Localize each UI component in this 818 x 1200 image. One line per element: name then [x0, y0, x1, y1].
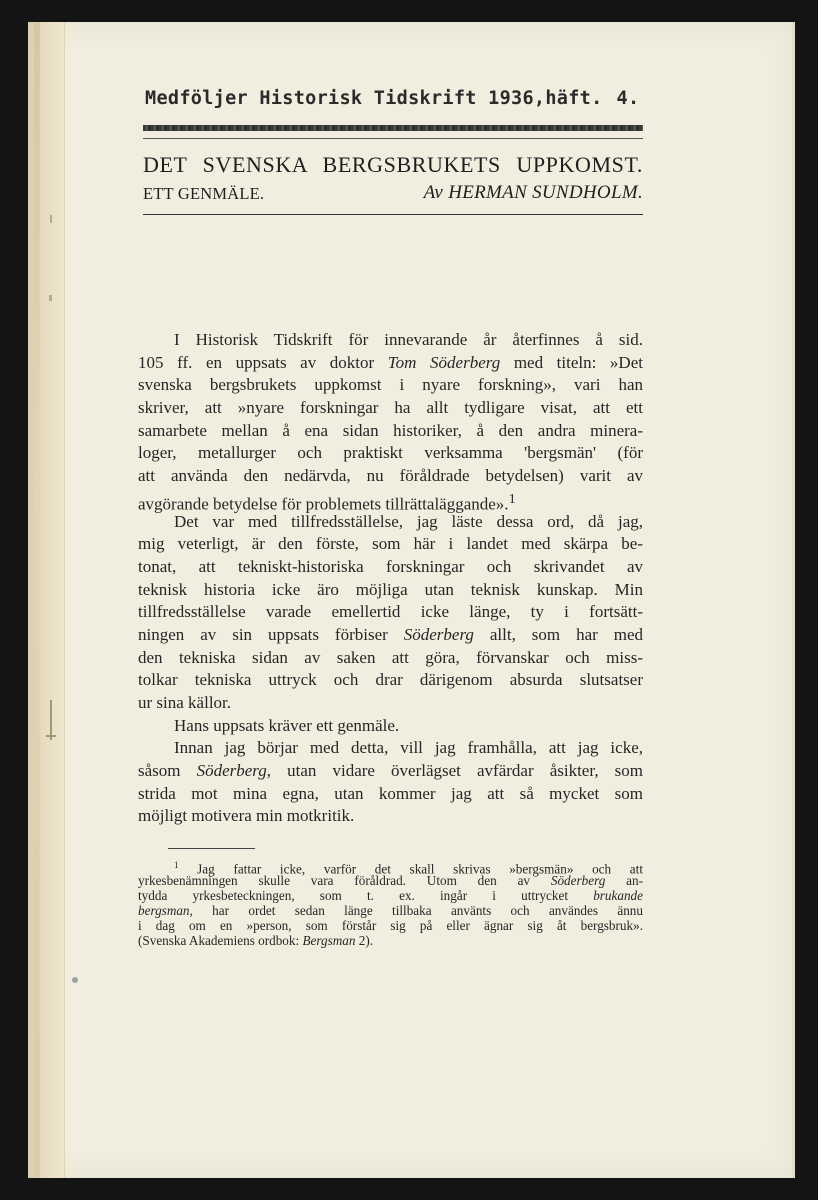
margin-mark — [72, 977, 78, 983]
footnote — [138, 858, 643, 949]
body-line: ur sina källor. — [138, 693, 232, 712]
footnote-line: yrkesbenämningen skulle vara föråldrad. Utom den av Söderberg an- — [138, 873, 643, 889]
footnote-rule — [168, 848, 255, 849]
body-line: teknisk historia icke äro möjliga utan teknisk kunskap. Min — [138, 579, 643, 599]
body-line: att använda den nedärvda, nu föråldrade betydelsen) varit av — [138, 466, 643, 486]
body-line: Innan jag börjar med detta, vill jag framhålla, att jag icke, — [174, 738, 643, 758]
title-top-rule — [143, 138, 643, 139]
body-line: avgörande betydelse för problemets tillrättaläggande».$^1$ — [138, 490, 516, 514]
body-line: tonat, att tekniskt-historiska forskningar och skrivandet av — [138, 556, 643, 576]
footnote-line: tydda yrkesbeteckningen, som t. ex. ingår i uttrycket brukande — [138, 888, 643, 904]
margin-mark — [46, 735, 56, 737]
body-line: strida mot mina egna, utan kommer jag att så mycket som — [138, 783, 643, 803]
body-line: tillfredsställelse varade emellertid icke länge, ty i fortsätt- — [138, 602, 643, 622]
footnote-line: $^1$ Jag fattar icke, varför det skall skrivas »bergsmän» och att — [174, 860, 643, 877]
body-line: ningen av sin uppsats förbiser Söderberg allt, som har med — [138, 624, 643, 644]
margin-mark — [50, 215, 52, 223]
article-title: DET SVENSKA BERGSBRUKETS UPPKOMST. — [143, 152, 643, 177]
body-line: den tekniska sidan av saken att göra, förvanskar och miss- — [138, 647, 643, 667]
body-line: Det var med tillfredsställelse, jag läste dessa ord, då jag, — [174, 511, 643, 531]
body-line: svenska bergsbrukets uppkomst i nyare forskning», vari han — [138, 375, 643, 395]
body-line: skriver, att »nyare forskningar ha allt tydligare visat, att ett — [138, 398, 643, 418]
title-top-band — [143, 125, 643, 131]
article-body — [138, 329, 643, 828]
page-edge — [792, 22, 795, 1178]
body-line: möjligt motivera min motkritik. — [138, 806, 355, 826]
body-line: I Historisk Tidskrift för innevarande år återfinnes å sid. — [174, 330, 643, 349]
title-bottom-rule — [143, 214, 643, 215]
spine-strip — [34, 22, 40, 1178]
body-line: tolkar tekniska uttryck och drar därigenom absurda slutsatser — [138, 670, 643, 690]
footnote-line: bergsman, har ordet sedan länge tillbaka använts och användes ännu — [138, 903, 643, 919]
footnote-line: (Svenska Akademiens ordbok: Bergsman 2). — [138, 933, 374, 949]
margin-mark — [50, 700, 52, 740]
issue-number: 4. — [616, 88, 640, 109]
body-line: mig veterligt, är den förste, som här i landet med skärpa be- — [138, 534, 643, 554]
journal-stamp-text: Medföljer Historisk Tidskrift 1936,häft. — [145, 88, 603, 109]
journal-stamp — [145, 88, 639, 109]
margin-mark — [49, 295, 52, 301]
body-line: 105 ff. en uppsats av doktor Tom Söderberg med titeln: »Det — [138, 352, 643, 372]
article-author: Av HERMAN SUNDHOLM. — [423, 182, 643, 203]
body-line: loger, metallurger och praktiskt verksamma 'bergsmän' (för — [138, 443, 643, 463]
binding-spine — [28, 22, 65, 1178]
footnote-line: i dag om en »person, som förstår sig på eller ägnar sig åt bergsbruk». — [138, 918, 643, 934]
body-line: Hans uppsats kräver ett genmäle. — [174, 715, 400, 735]
body-line: såsom Söderberg, utan vidare överlägset avfärdar åsikter, som — [138, 761, 644, 781]
article-subtitle: ETT GENMÄLE. — [143, 184, 265, 203]
body-line: samarbete mellan å ena sidan historiker, å den andra minera- — [138, 420, 643, 440]
